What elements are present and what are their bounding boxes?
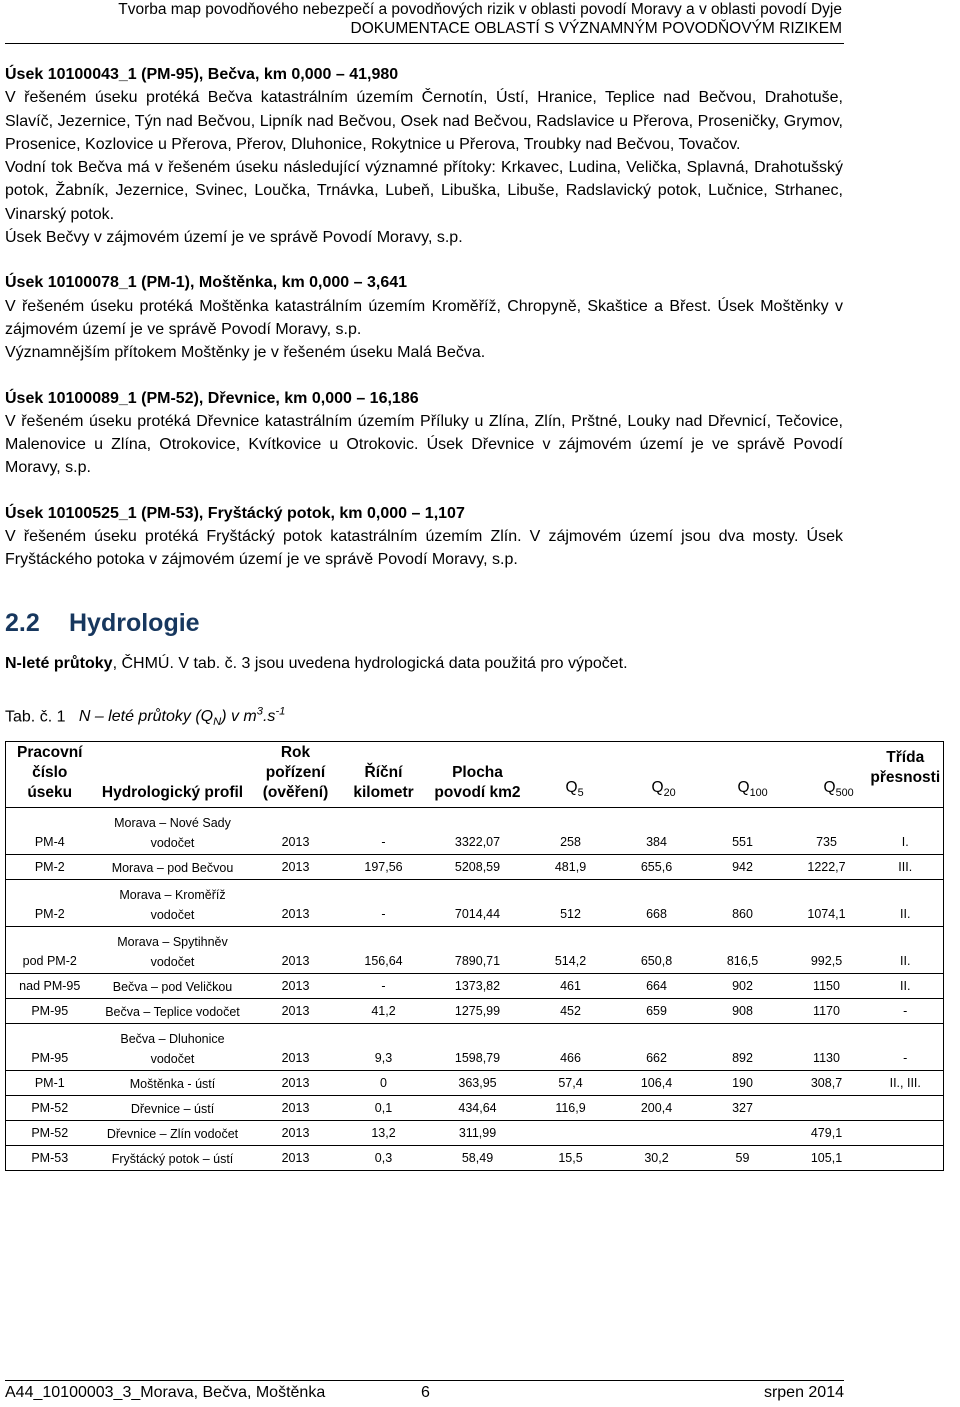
footer-document-id: A44_10100003_3_Morava, Bečva, Moštěnka (5, 1384, 326, 1401)
cell-profil (94, 1023, 252, 1070)
cell-q500: 308,7 (786, 1070, 868, 1095)
cell-profil (94, 926, 252, 973)
cell-q20: 655,6 (614, 854, 700, 879)
cell-rok: 2013 (252, 1145, 340, 1170)
section-title: Úsek 10100043_1 (PM-95), Bečva, km 0,000 – 41,980 (5, 66, 399, 83)
footer-page-number: 6 (421, 1384, 430, 1401)
cell-profil (94, 998, 252, 1023)
cell-q100: 902 (700, 973, 786, 998)
cell-plocha: 58,49 (428, 1145, 528, 1170)
table-caption (5, 701, 843, 735)
cell-q5: 57,4 (528, 1070, 614, 1095)
cell-q20: 200,4 (614, 1095, 700, 1120)
profile-name: Morava – Nové Sady (114, 815, 231, 830)
cell-km: 41,2 (340, 998, 428, 1023)
cell-km: 0,1 (340, 1095, 428, 1120)
cell-q5: 512 (528, 879, 614, 926)
header-q500: $Q_{500}$ (786, 741, 868, 807)
cell-q5: 116,9 (528, 1095, 614, 1120)
header-q100: $Q_{100}$ (700, 741, 786, 807)
footer-divider (5, 1380, 844, 1381)
cell-km: 0,3 (340, 1145, 428, 1170)
section-title: Úsek 10100525_1 (PM-53), Fryštácký potok, km 0,000 – 1,107 (5, 504, 465, 522)
cell-rok: 2013 (252, 879, 340, 926)
cell-profil (94, 1095, 252, 1120)
table-row (6, 879, 944, 926)
cell-q20: 659 (614, 998, 700, 1023)
section-paragraph: V řešeném úseku protéká Moštěnka katastrálním územím Kroměříž, Chropyně, Skaštice a Břest. Úsek Moštěnky v zájmovém území je ve správě Povodí Moravy, s.p. (5, 297, 843, 338)
cell-q5: 258 (528, 807, 614, 854)
cell-cislo: PM-2 (6, 879, 94, 926)
cell-q500: 992,5 (786, 926, 868, 973)
cell-q5: 481,9 (528, 854, 614, 879)
cell-cislo: pod PM-2 (6, 926, 94, 973)
cell-profil (94, 807, 252, 854)
page-header (22, 0, 842, 38)
table-row (6, 1095, 944, 1120)
cell-q500 (786, 1095, 868, 1120)
table-row (6, 1023, 944, 1070)
cell-q5 (528, 1120, 614, 1145)
header-subtitle: DOKUMENTACE OBLASTÍ S VÝZNAMNÝM POVODŇOVÝM RIZIKEM (350, 20, 842, 37)
cell-q500: 1170 (786, 998, 868, 1023)
table-row (6, 1120, 944, 1145)
cell-profil (94, 1120, 252, 1145)
cell-cislo: nad PM-95 (6, 973, 94, 998)
profile-type: vodočet (150, 907, 195, 922)
cell-cislo: PM-4 (6, 807, 94, 854)
profile-name: Morava – Kroměříž (119, 887, 226, 902)
cell-km: 9,3 (340, 1023, 428, 1070)
cell-q100: 327 (700, 1095, 786, 1120)
cell-cislo: PM-1 (6, 1070, 94, 1095)
cell-q20: 30,2 (614, 1145, 700, 1170)
cell-trida: I. (868, 807, 944, 854)
section-drevnice (5, 387, 843, 480)
cell-q20: 662 (614, 1023, 700, 1070)
section-becva (5, 63, 843, 249)
cell-km: - (340, 879, 428, 926)
header-title: Tvorba map povodňového nebezpečí a povodňových rizik v oblasti povodí Moravy a v oblasti povodí Dyje (118, 1, 842, 18)
cell-trida: III. (868, 854, 944, 879)
profile-name: Bečva – Teplice vodočet (105, 1004, 240, 1019)
profile-name: Morava – Spytihněv (117, 934, 228, 949)
header-rok: Rok pořízení (ověření) (252, 741, 340, 807)
cell-q500: 735 (786, 807, 868, 854)
section-paragraph: V řešeném úseku protéká Fryštácký potok katastrálním územím Zlín. V zájmovém území jsou dva mosty. Úsek Fryštáckého potoka v zájmovém území je ve správě Povodí Moravy, s.p. (5, 528, 843, 569)
intro-text: , ČHMÚ. V tab. č. 3 jsou uvedena hydrologická data použitá pro výpočet. (112, 654, 628, 672)
cell-profil (94, 854, 252, 879)
heading-hydrologie (5, 608, 843, 638)
cell-rok: 2013 (252, 807, 340, 854)
cell-trida: II. (868, 879, 944, 926)
profile-name: Bečva – pod Veličkou (112, 979, 233, 994)
header-profil: Hydrologický profil (94, 741, 252, 807)
document-body (5, 63, 941, 1171)
cell-profil (94, 879, 252, 926)
cell-trida: - (868, 998, 944, 1023)
cell-trida (868, 1145, 944, 1170)
heading-number: 2.2 (5, 608, 40, 637)
profile-name: Dřevnice – ústí (130, 1101, 215, 1116)
header-q5: $Q_5$ (528, 741, 614, 807)
cell-q500: 1074,1 (786, 879, 868, 926)
cell-q100: 190 (700, 1070, 786, 1095)
section-title: Úsek 10100078_1 (PM-1), Moštěnka, km 0,000 – 3,641 (5, 274, 408, 292)
cell-km: 156,64 (340, 926, 428, 973)
cell-plocha: 434,64 (428, 1095, 528, 1120)
profile-name: Morava – pod Bečvou (111, 860, 234, 875)
header-cislo: Pracovní číslo úseku (6, 741, 94, 807)
cell-q20: 384 (614, 807, 700, 854)
table-header-row (6, 741, 944, 807)
page-footer (5, 1384, 844, 1404)
section-paragraph: V řešeném úseku protéká Bečva katastrálním územím Černotín, Ústí, Hranice, Teplice nad Bečvou, Drahotuše, Slavíč, Jezernice, Týn nad Bečvou, Lipník nad Bečvou, Osek nad Bečvou, Radslavice u Přerova, Proseničky, Grymov, Prosenice, Kozlovice u Přerova, Přerov, Dluhonice, Rokytnice u Přerova, Troubky nad Bečvou, Tovačov. (5, 89, 843, 153)
cell-plocha: 7890,71 (428, 926, 528, 973)
table-row (6, 1070, 944, 1095)
cell-plocha: 1373,82 (428, 973, 528, 998)
cell-rok: 2013 (252, 1070, 340, 1095)
cell-q20: 668 (614, 879, 700, 926)
cell-trida: II. (868, 926, 944, 973)
cell-q5: 466 (528, 1023, 614, 1070)
table-row (6, 926, 944, 973)
hydrology-table (5, 741, 944, 1171)
cell-profil (94, 973, 252, 998)
cell-q20: 664 (614, 973, 700, 998)
table-row (6, 1145, 944, 1170)
cell-trida: - (868, 1023, 944, 1070)
header-trida: Třída přesnosti (868, 741, 944, 807)
profile-type: vodočet (150, 954, 195, 969)
table-row (6, 998, 944, 1023)
cell-km: 197,56 (340, 854, 428, 879)
cell-q100: 551 (700, 807, 786, 854)
section-paragraph: Úsek Bečvy v zájmovém území je ve správě Povodí Moravy, s.p. (5, 229, 463, 247)
cell-plocha: 311,99 (428, 1120, 528, 1145)
cell-q20 (614, 1120, 700, 1145)
cell-cislo: PM-95 (6, 1023, 94, 1070)
cell-rok: 2013 (252, 854, 340, 879)
cell-km: - (340, 807, 428, 854)
cell-km: 13,2 (340, 1120, 428, 1145)
cell-plocha: 1275,99 (428, 998, 528, 1023)
cell-rok: 2013 (252, 1023, 340, 1070)
cell-profil (94, 1145, 252, 1170)
cell-q5: 514,2 (528, 926, 614, 973)
table-row (6, 854, 944, 879)
cell-km: 0 (340, 1070, 428, 1095)
cell-km: - (340, 973, 428, 998)
cell-profil (94, 1070, 252, 1095)
table-row (6, 807, 944, 854)
heading-text: Hydrologie (69, 608, 200, 637)
profile-name: Moštěnka - ústí (129, 1076, 216, 1091)
cell-plocha: 5208,59 (428, 854, 528, 879)
section-paragraph: Vodní tok Bečva má v řešeném úseku následující významné přítoky: Krkavec, Ludina, Velička, Splavná, Drahotušský potok, Žabník, Jezernice, Svinec, Loučka, Trnávka, Lubeň, Libuška, Libuše, Radslavický potok, Lučnice, Strhanec, Vinarský potok. (5, 159, 843, 223)
cell-q5: 461 (528, 973, 614, 998)
profile-name: Dřevnice – Zlín vodočet (106, 1126, 239, 1141)
cell-q5: 452 (528, 998, 614, 1023)
cell-q100: 942 (700, 854, 786, 879)
cell-q500: 1130 (786, 1023, 868, 1070)
cell-cislo: PM-2 (6, 854, 94, 879)
caption-prefix: Tab. č. 1 (5, 708, 66, 726)
cell-plocha: 363,95 (428, 1070, 528, 1095)
intro-bold: N-leté průtoky (5, 654, 113, 672)
section-title: Úsek 10100089_1 (PM-52), Dřevnice, km 0,000 – 16,186 (5, 389, 419, 407)
cell-q500: 105,1 (786, 1145, 868, 1170)
cell-q500: 479,1 (786, 1120, 868, 1145)
header-plocha: Plocha povodí km2 (428, 741, 528, 807)
cell-trida: II., III. (868, 1070, 944, 1095)
cell-plocha: 1598,79 (428, 1023, 528, 1070)
cell-q20: 106,4 (614, 1070, 700, 1095)
hydrology-intro (5, 652, 843, 675)
cell-q100: 860 (700, 879, 786, 926)
table-row (6, 973, 944, 998)
cell-cislo: PM-52 (6, 1095, 94, 1120)
cell-q100: 59 (700, 1145, 786, 1170)
caption-text: N – leté průtoky $(Q_N)$ v $m^3.s^{-1}$ (78, 705, 286, 729)
cell-plocha: 7014,44 (428, 879, 528, 926)
cell-q20: 650,8 (614, 926, 700, 973)
cell-q100: 892 (700, 1023, 786, 1070)
header-km: Říční kilometr (340, 741, 428, 807)
cell-cislo: PM-53 (6, 1145, 94, 1170)
profile-type: vodočet (150, 835, 195, 850)
section-paragraph: V řešeném úseku protéká Dřevnice katastrálním územím Příluky u Zlína, Zlín, Prštné, Louky nad Dřevnicí, Tečovice, Malenovice u Zlína, Otrokovice, Kvítkovice u Otrokovic. Úsek Dřevnice v zájmovém území je ve správě Povodí Moravy, s.p. (5, 412, 843, 477)
profile-type: vodočet (150, 1051, 195, 1066)
cell-q500: 1222,7 (786, 854, 868, 879)
cell-q100: 816,5 (700, 926, 786, 973)
cell-q100 (700, 1120, 786, 1145)
section-frystacky-potok (5, 502, 843, 572)
cell-q500: 1150 (786, 973, 868, 998)
profile-name: Bečva – Dluhonice (120, 1031, 225, 1046)
cell-rok: 2013 (252, 1095, 340, 1120)
section-mostenka (5, 271, 843, 364)
cell-rok: 2013 (252, 998, 340, 1023)
cell-q100: 908 (700, 998, 786, 1023)
cell-rok: 2013 (252, 973, 340, 998)
cell-rok: 2013 (252, 1120, 340, 1145)
header-divider (5, 43, 844, 44)
cell-cislo: PM-95 (6, 998, 94, 1023)
profile-name: Fryštácký potok – ústí (111, 1151, 234, 1166)
cell-trida (868, 1120, 944, 1145)
footer-date: srpen 2014 (763, 1384, 844, 1401)
section-paragraph: Významnějším přítokem Moštěnky je v řešeném úseku Malá Bečva. (5, 344, 486, 362)
cell-q5: 15,5 (528, 1145, 614, 1170)
cell-trida (868, 1095, 944, 1120)
cell-cislo: PM-52 (6, 1120, 94, 1145)
cell-trida: II. (868, 973, 944, 998)
header-q20: $Q_{20}$ (614, 741, 700, 807)
cell-plocha: 3322,07 (428, 807, 528, 854)
cell-rok: 2013 (252, 926, 340, 973)
